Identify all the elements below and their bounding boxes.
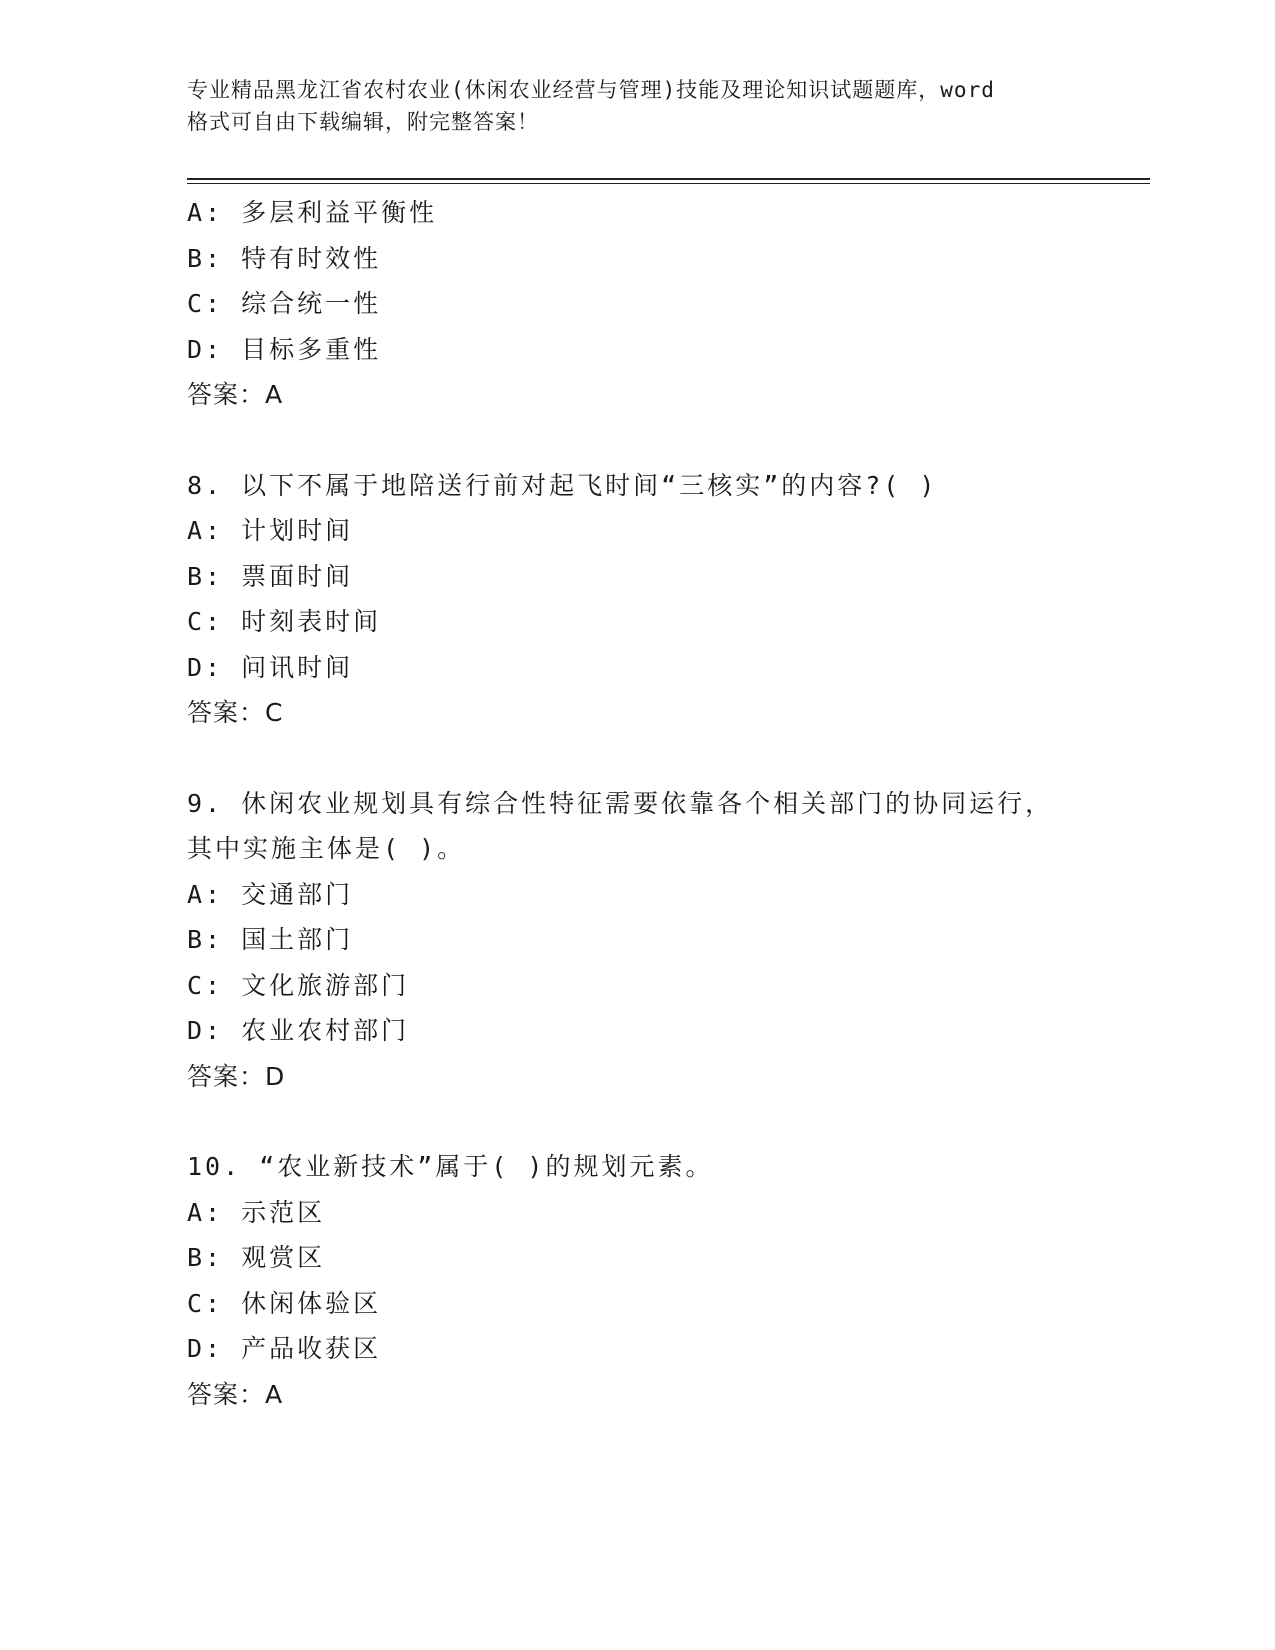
answer-line: 答案：A bbox=[187, 1379, 284, 1409]
question-list bbox=[187, 190, 1147, 1417]
option-a: A: 多层利益平衡性 bbox=[187, 198, 438, 227]
header-line-1: 专业精品黑龙江省农村农业(休闲农业经营与管理)技能及理论知识试题题库，word bbox=[187, 78, 995, 102]
option-c: C: 综合统一性 bbox=[187, 289, 382, 318]
option-b: B: 特有时效性 bbox=[187, 243, 382, 273]
option-c: C: 文化旅游部门 bbox=[187, 970, 410, 1000]
option-d: D: 产品收获区 bbox=[187, 1334, 382, 1363]
option-a: A: 计划时间 bbox=[187, 516, 354, 545]
option-b: B: 票面时间 bbox=[187, 561, 354, 591]
option-b: B: 观赏区 bbox=[187, 1243, 326, 1272]
option-c: C: 休闲体验区 bbox=[187, 1288, 382, 1318]
option-a: A: 示范区 bbox=[187, 1197, 326, 1227]
document-header bbox=[187, 74, 1087, 138]
question-text-cont: 其中实施主体是( )。 bbox=[187, 834, 466, 863]
answer-line: 答案：A bbox=[187, 380, 284, 409]
option-d: D: 问讯时间 bbox=[187, 652, 354, 682]
header-divider-thick bbox=[187, 178, 1150, 180]
question-text: 10. “农业新技术”属于( )的规划元素。 bbox=[187, 1152, 714, 1181]
answer-line: 答案：C bbox=[187, 698, 284, 727]
question-block bbox=[187, 190, 1147, 418]
option-c: C: 时刻表时间 bbox=[187, 607, 382, 636]
header-line-2: 格式可自由下载编辑，附完整答案！ bbox=[187, 110, 539, 134]
question-block bbox=[187, 463, 1147, 736]
option-d: D: 目标多重性 bbox=[187, 334, 382, 364]
answer-line: 答案：D bbox=[187, 1061, 286, 1091]
option-b: B: 国土部门 bbox=[187, 925, 354, 954]
header-divider-thin bbox=[187, 183, 1150, 184]
question-text: 9. 休闲农业规划具有综合性特征需要依靠各个相关部门的协同运行， bbox=[187, 788, 1054, 818]
option-d: D: 农业农村部门 bbox=[187, 1016, 410, 1045]
option-a: A: 交通部门 bbox=[187, 879, 354, 909]
question-block bbox=[187, 1144, 1147, 1417]
question-block bbox=[187, 781, 1147, 1100]
question-text: 8. 以下不属于地陪送行前对起飞时间“三核实”的内容?( ) bbox=[187, 470, 938, 500]
